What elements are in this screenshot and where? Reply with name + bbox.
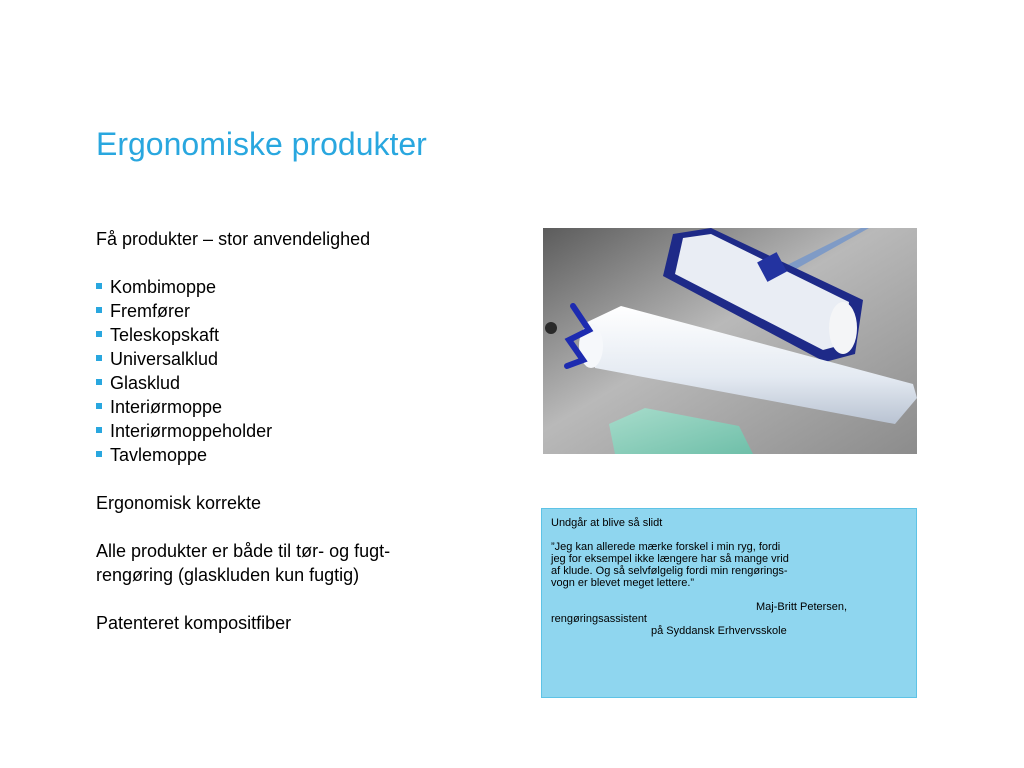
bullet-square-icon — [96, 451, 102, 457]
quote-heading: Undgår at blive så slidt — [551, 517, 663, 529]
bullet-square-icon — [96, 379, 102, 385]
quote-school: på Syddansk Erhvervsskole — [651, 625, 787, 637]
bullet-square-icon — [96, 307, 102, 313]
list-item: Interiørmoppe — [96, 395, 496, 419]
quote-line: af klude. Og så selvfølgelig fordi min rengørings- — [551, 565, 788, 577]
list-item: Interiørmoppeholder — [96, 419, 496, 443]
bullet-square-icon — [96, 283, 102, 289]
quote-role: rengøringsassistent — [551, 613, 647, 625]
list-item: Teleskopskaft — [96, 323, 496, 347]
list-item: Universalklud — [96, 347, 496, 371]
list-item: Glasklud — [96, 371, 496, 395]
bullet-square-icon — [96, 403, 102, 409]
list-item: Tavlemoppe — [96, 443, 496, 467]
intro-text: Få produkter – stor anvendelighed — [96, 229, 371, 249]
product-photo — [543, 228, 917, 454]
bullet-square-icon — [96, 355, 102, 361]
slide-title: Ergonomiske produkter — [96, 126, 427, 162]
bullet-square-icon — [96, 427, 102, 433]
product-list — [96, 275, 496, 467]
patent-text: Patenteret kompositfiber — [96, 613, 292, 633]
quote-line: ”Jeg kan allerede mærke forskel i min ryg, fordi — [551, 541, 781, 553]
content-left — [96, 227, 496, 635]
bullet-square-icon — [96, 331, 102, 337]
list-item: Fremfører — [96, 299, 496, 323]
all-products-line-2: rengøring (glaskluden kun fugtig) — [96, 565, 360, 585]
quote-box — [541, 508, 917, 698]
list-item: Kombimoppe — [96, 275, 496, 299]
quote-line: vogn er blevet meget lettere.” — [551, 577, 695, 589]
quote-author: Maj-Britt Petersen, — [756, 601, 848, 613]
all-products-line-1: Alle produkter er både til tør- og fugt- — [96, 541, 391, 561]
quote-line: jeg for eksempel ikke længere har så mange vrid — [551, 553, 789, 565]
ergonomic-text: Ergonomisk korrekte — [96, 493, 262, 513]
